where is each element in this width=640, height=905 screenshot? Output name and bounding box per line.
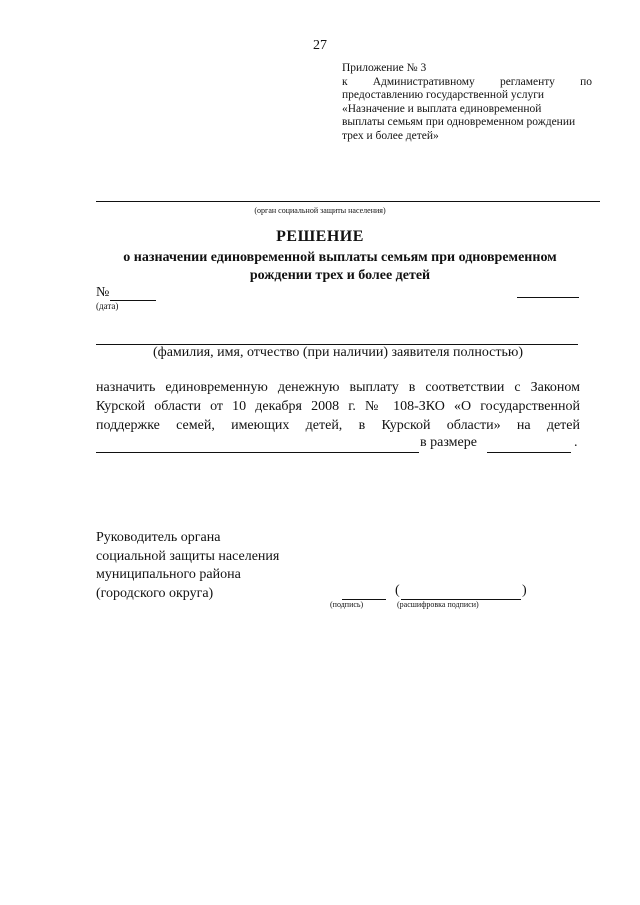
org-name-line[interactable] [96,201,600,202]
children-names-line[interactable] [96,452,419,453]
appendix-line: Приложение № 3 [342,62,427,74]
appendix-line: трех и более детей» [342,129,439,142]
amount-label: в размере [420,435,477,450]
amount-field-line[interactable] [487,452,571,453]
body-line: Курской области от 10 декабря 2008 г. № 108-ЗКО «О государственной [96,399,580,414]
subtitle-line: о назначении единовременной выплаты семьям при одновременном [123,250,557,265]
appendix-line: «Назначение и выплата единовременной [342,102,542,115]
signatory-line: (городского округа) [96,585,214,601]
org-caption: (орган социальной защиты населения) [254,206,386,215]
date-field-line[interactable] [517,297,579,298]
decision-body [96,378,580,435]
appendix-line: предоставлению государственной услуги [342,89,545,101]
appendix-line: выплаты семьям при одновременном рождении [342,116,576,128]
signatory-line: муниципального района [96,567,241,582]
decode-paren-open: ( [395,583,400,598]
document-title: РЕШЕНИЕ [276,228,364,245]
date-caption: (дата) [96,301,119,311]
number-label: № [96,285,110,300]
page-number: 27 [313,38,327,53]
signatory-line: социальной защиты населения [96,548,280,564]
decode-paren-close: ) [522,583,527,598]
signature-caption: (подпись) [330,600,364,609]
decode-caption: (расшифровка подписи) [397,600,479,609]
end-period: . [574,435,578,450]
body-line: назначить единовременную денежную выплату в соответствии с Законом [96,380,580,395]
appendix-line: к Административному регламенту по [342,75,592,88]
appendix-header [342,62,592,143]
document-subtitle [80,249,600,285]
subtitle-line: рождении трех и более детей [249,268,431,283]
fio-caption: (фамилия, имя, отчество (при наличии) заявителя полностью) [152,345,524,360]
signatory-line: Руководитель органа [96,530,221,545]
signatory-block [96,529,279,603]
body-line: поддержке семей, имеющих детей, в Курской области» на детей [96,418,580,433]
